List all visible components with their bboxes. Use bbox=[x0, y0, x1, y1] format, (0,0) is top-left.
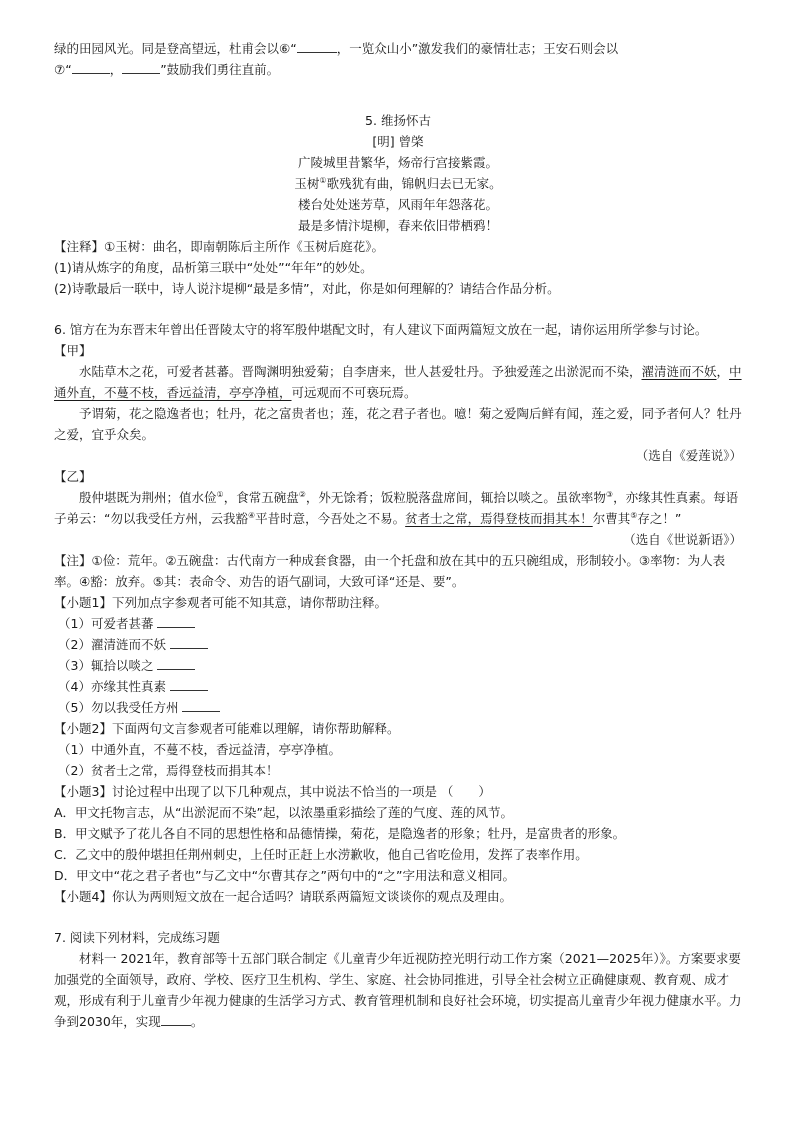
answer-blank-6[interactable] bbox=[297, 38, 337, 53]
q7-material-1: 材料一 2021年，教育部等十五部门联合制定《儿童青少年近视防控光明行动工作方案（2021—2025年）》。方案要求要加强党的全面领导，政府、学校、医疗卫生机构、学生、家庭、社会协同推进，引导全社会树立正确健康观、教育观、成才观，形成有利于儿童青少年视力健康的生活学习方式、教育管理机制和良好社会环境，切实提高儿童青少年视力健康水平。力争到2030年，实现 。 bbox=[54, 951, 742, 1029]
q5-title: 5. 维扬怀古 bbox=[365, 113, 431, 128]
xiaoti-1-item-4: （4）亦缘其性真素 bbox=[54, 676, 742, 697]
xiaoti-1: 【小题1】下列加点字参观者可能不知其意，请你帮助注释。 bbox=[54, 595, 387, 610]
xiaoti-1-item-5: （5）勿以我受任方州 bbox=[54, 697, 742, 718]
q5-sub-2: (2)诗歌最后一联中，诗人说汴堤柳“最是多情”，对此，你是如何理解的？请结合作品分析。 bbox=[54, 281, 560, 296]
jia-paragraph-1: 水陆草木之花，可爱者甚蕃。晋陶渊明独爱菊；自李唐来，世人甚爱牡丹。予独爱莲之出淤泥而不染，濯清涟而不妖，中通外直，不蔓不枝，香远益清，亭亭净植，可远观而不可亵玩焉。 bbox=[54, 364, 742, 400]
yi-label: 【乙】 bbox=[54, 469, 92, 484]
answer-blank[interactable] bbox=[157, 613, 195, 628]
xiaoti-1-item-3: （3）辄拾以啖之 bbox=[54, 655, 742, 676]
answer-blank[interactable] bbox=[157, 655, 195, 670]
yi-note: 【注】①俭：荒年。②五碗盘：古代南方一种成套食器，由一个托盘和放在其中的五只碗组成，形制较小。③率物：为人表率。④豁：放弃。⑤其：表命令、劝告的语气副词，大致可译“还是、要”。 bbox=[54, 553, 726, 589]
option-c[interactable]: C．乙文中的殷仲堪担任荆州刺史，上任时正赶上水涝歉收，他自己省吃俭用，发挥了表率作用。 bbox=[54, 847, 588, 862]
xiaoti-1-item-1: （1）可爱者甚蕃 bbox=[54, 613, 742, 634]
xiaoti-2-item-2: （2）贫者士之常，焉得登枝而捐其本！ bbox=[58, 763, 279, 778]
option-b[interactable]: B．甲文赋予了花儿各自不同的思想性格和品德情操，菊花，是隐逸者的形象；牡丹，是富贵者的形象。 bbox=[54, 826, 626, 841]
jia-source: （选自《爱莲说》） bbox=[635, 448, 742, 463]
jia-paragraph-2: 予谓菊，花之隐逸者也；牡丹，花之富贵者也；莲，花之君子者也。噫！菊之爱陶后鲜有闻，莲之爱，同予者何人？牡丹之爱，宜乎众矣。 bbox=[54, 406, 742, 442]
q5-author: [明] 曾棨 bbox=[372, 134, 424, 149]
document-page bbox=[54, 38, 742, 1032]
xiaoti-4: 【小题4】你认为两则短文放在一起合适吗？请联系两篇短文谈谈你的观点及理由。 bbox=[54, 889, 512, 904]
xiaoti-1-item-2: （2）濯清涟而不妖 bbox=[54, 634, 742, 655]
answer-blank[interactable] bbox=[170, 634, 208, 649]
poem-line-3: 楼台处处迷芳草，风雨年年怨落花。 bbox=[297, 197, 498, 212]
answer-blank-q7[interactable] bbox=[161, 1011, 191, 1026]
yi-source: （选自《世说新语》） bbox=[623, 532, 742, 547]
intro-line-1: 绿的田园风光。同是登高望远，杜甫会以⑥“ ，一览众山小”激发我们的豪情壮志；王安石则会以 bbox=[54, 38, 742, 59]
q6-stem: 6. 馆方在为东晋末年曾出任晋陵太守的将军殷仲堪配文时，有人建议下面两篇短文放在一起，请你运用所学参与讨论。 bbox=[54, 322, 708, 337]
answer-blank[interactable] bbox=[170, 676, 208, 691]
answer-blank-7a[interactable] bbox=[72, 59, 110, 74]
q7-stem: 7. 阅读下列材料，完成练习题 bbox=[54, 930, 220, 945]
q5-sub-1: (1)请从炼字的角度，品析第三联中“处处”“年年”的妙处。 bbox=[54, 260, 373, 275]
poem-line-2: 玉树①歌残犹有曲，锦帆归去已无家。 bbox=[294, 175, 502, 191]
xiaoti-2-item-1: （1）中通外直，不蔓不枝，香远益清，亭亭净植。 bbox=[58, 742, 341, 757]
xiaoti-2: 【小题2】下面两句文言参观者可能难以理解，请你帮助解释。 bbox=[54, 721, 400, 736]
q5-note: 【注释】①玉树：曲名，即南朝陈后主所作《玉树后庭花》。 bbox=[54, 239, 384, 254]
poem-line-4: 最是多情汴堤柳，春来依旧带栖鸦！ bbox=[297, 218, 498, 233]
option-d[interactable]: D．甲文中“花之君子者也”与乙文中“尔曹其存之”两句中的“之”字用法和意义相同。 bbox=[54, 868, 515, 883]
jia-label: 【甲】 bbox=[54, 343, 92, 358]
intro-line-2: ⑦“ ， ”鼓励我们勇往直前。 bbox=[54, 59, 742, 80]
option-a[interactable]: A．甲文托物言志，从“出淤泥而不染”起，以浓墨重彩描绘了莲的气度、莲的风节。 bbox=[54, 805, 514, 820]
xiaoti-3: 【小题3】讨论过程中出现了以下几种观点，其中说法不恰当的一项是 （ ） bbox=[54, 784, 491, 799]
poem-line-1: 广陵城里昔繁华，炀帝行宫接紫霞。 bbox=[297, 155, 498, 170]
answer-blank[interactable] bbox=[182, 697, 220, 712]
answer-blank-7b[interactable] bbox=[122, 59, 160, 74]
yi-paragraph: 殷仲堪既为荆州；值水俭①，食常五碗盘②，外无馀肴；饭粒脱落盘席间，辄拾以啖之。虽欲率物③，亦缘其性真素。每语子弟云：“勿以我受任方州，云我豁④平昔时意，今吾处之不易。贫者士之常，焉得登枝而捐其本！尔曹其⑤存之！” bbox=[54, 489, 739, 526]
